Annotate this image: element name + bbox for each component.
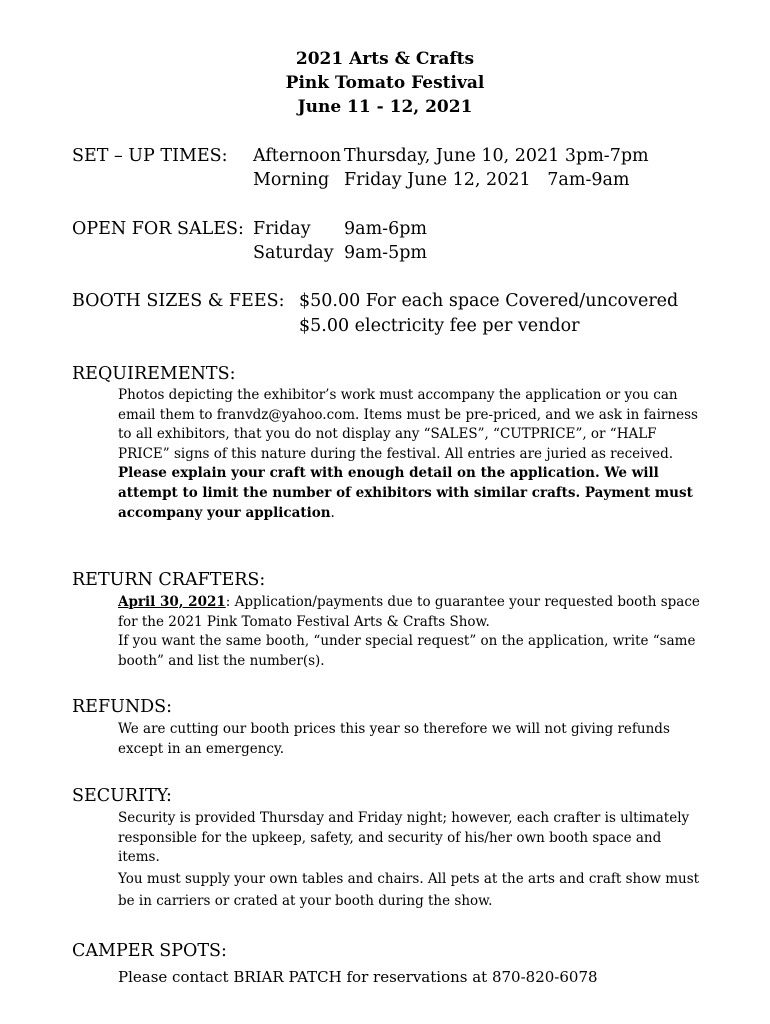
refunds-text: We are cutting our booth prices this year so therefore we will not giving refunds except in an emergency.: [118, 721, 670, 757]
setup-row1-period: Afternoon: [253, 146, 342, 166]
security-body: [118, 809, 700, 912]
return-crafters-deadline: April 30, 2021: [118, 594, 226, 610]
requirements-bold-text: Please explain your craft with enough detail on the application. We will attempt to limit the number of exhibitors with similar crafts. Payment must accompany your application: [118, 465, 693, 521]
booth-label: BOOTH SIZES & FEES:: [72, 291, 285, 311]
booth-fee-space: $50.00 For each space Covered/uncovered: [299, 291, 679, 311]
sales-row1-day: Friday: [253, 219, 311, 239]
return-crafters-text1: : Application/payments due to guarantee your requested booth space for the 2021 Pink Tomato Festival Arts & Crafts Show.: [118, 594, 700, 630]
document-title: 2021 Arts & Crafts: [295, 49, 475, 69]
setup-label: SET – UP TIMES:: [72, 146, 228, 166]
return-crafters-text2: If you want the same booth, “under special request” on the application, write “same booth” and list the number(s).: [118, 633, 696, 669]
booth-fee-electricity: $5.00 electricity fee per vendor: [299, 316, 580, 336]
security-heading: SECURITY:: [72, 786, 172, 806]
sales-row1-time: 9am-6pm: [344, 219, 428, 239]
setup-row2-period: Morning: [253, 170, 330, 190]
refunds-heading: REFUNDS:: [72, 697, 173, 717]
requirements-heading: REQUIREMENTS:: [72, 364, 236, 384]
requirements-body: [118, 386, 700, 523]
security-text1: Security is provided Thursday and Friday night; however, each crafter is ultimately responsible for the upkeep, safety, and security of his/her own booth space and items.: [118, 810, 690, 866]
sales-row2-day: Saturday: [253, 243, 334, 263]
requirements-text: Photos depicting the exhibitor’s work must accompany the application or you can email them to franvdz@yahoo.com. Items must be pre-priced, and we ask in fairness to all exhibitors, that you do not display any “SALES”, “CUTPRICE”, or “HALF PRICE” signs of this nature during the festival. All entries are juried as received.: [118, 387, 698, 462]
sales-row2-time: 9am-5pm: [344, 243, 428, 263]
festival-name: Pink Tomato Festival: [285, 73, 485, 93]
camper-text: Please contact BRIAR PATCH for reservations at 870-820-6078: [118, 968, 598, 986]
security-text2: You must supply your own tables and chairs. All pets at the arts and craft show must be in carriers or crated at your booth during the show.: [118, 870, 700, 909]
return-crafters-heading: RETURN CRAFTERS:: [72, 570, 266, 590]
setup-row2-date: Friday June 12, 2021 7am-9am: [344, 170, 630, 190]
return-crafters-body: [118, 593, 700, 671]
sales-label: OPEN FOR SALES:: [72, 219, 244, 239]
requirements-bold-end: .: [330, 504, 335, 521]
camper-heading: CAMPER SPOTS:: [72, 941, 227, 961]
setup-row1-date: Thursday, June 10, 2021 3pm-7pm: [344, 146, 649, 166]
festival-dates: June 11 - 12, 2021: [297, 97, 473, 117]
